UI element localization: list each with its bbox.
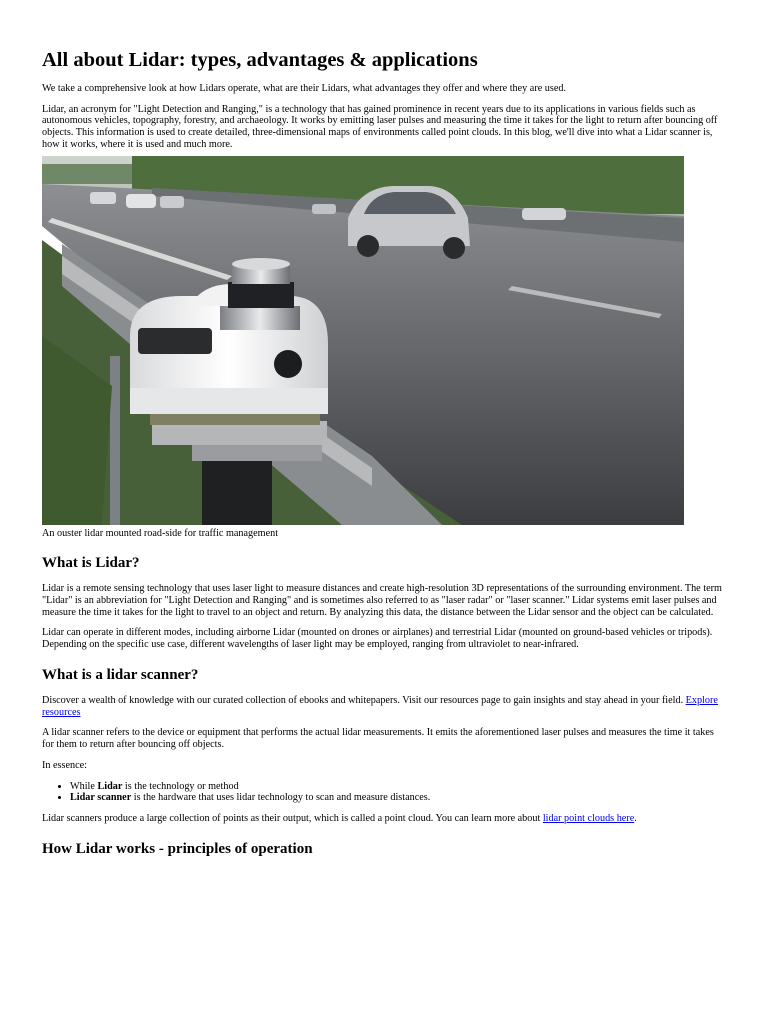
resources-promo [42,695,726,718]
bullet-bold-term: Lidar [97,780,123,792]
lidar-roadside-photo [42,156,684,525]
list-item [70,792,726,804]
essence-list [42,781,726,804]
section-heading-what-is-lidar: What is Lidar? [42,555,140,572]
bullet-text: is the technology or method [122,780,239,792]
bullet-text: While [70,780,98,792]
explore-resources-link[interactable]: Explore resources [42,694,718,718]
what-is-lidar-paragraph-1: Lidar is a remote sensing technology that uses laser light to measure distances and create high-resolution 3D representations of the surrounding environment. The term "Lidar" is an abbreviation for "Light Detection and Ranging" and is sometimes also referred to as "laser radar" or "laser scanner." Lidar systems emit laser pulses and measure the time it takes for the light to travel to an object and return. By analyzing this data, the distance between the Lidar sensor and the object can be calculated. [42,583,722,618]
bullet-text: is the hardware that uses lidar technology to scan and measure distances. [131,792,431,804]
bullet-bold-term: Lidar scanner [70,792,132,804]
paragraph-text: . [634,812,637,824]
scanner-paragraph-1: A lidar scanner refers to the device or equipment that performs the actual lidar measurements. It emits the aforementioned laser pulses and measures the time it takes for them to return after bouncing off objects. [42,727,714,751]
point-clouds-link[interactable]: lidar point clouds here [542,812,635,824]
article-paragraph: Lidar, an acronym for "Light Detection and Ranging," is a technology that has gained prominence in recent years due to its applications in various fields such as autonomous vehicles, topography, forestry, and archaeology. It works by emitting laser pulses and measuring the time it takes for the light to return after bouncing off objects. This information is used to create detailed, three-dimensional maps of environments called point clouds. In this blog, we'll dive into what a Lidar scanner is, how it works, where it is used and much more. [42,103,718,150]
scanner-paragraph-2 [42,813,726,825]
resources-promo-text: Discover a wealth of knowledge with our curated collection of ebooks and whitepapers. Visit our resources page to gain insights and stay ahead in your field. [42,694,684,706]
image-caption: An ouster lidar mounted road-side for traffic management [42,527,279,539]
section-heading-how-lidar-works: How Lidar works - principles of operation [42,840,313,857]
what-is-lidar-paragraph-2: Lidar can operate in different modes, including airborne Lidar (mounted on drones or airplanes) and terrestrial Lidar (mounted on ground-based vehicles or tripods). Depending on the specific use case, different wavelengths of laser light may be employed, ranging from ultraviolet to near-infrared. [42,627,713,651]
article-title: All about Lidar: types, advantages & applications [42,49,478,71]
paragraph-text: Lidar scanners produce a large collection of points as their output, which is called a point cloud. You can learn more about [42,812,543,824]
section-heading-lidar-scanner: What is a lidar scanner? [42,666,199,683]
essence-label: In essence: [42,759,87,771]
article-intro: We take a comprehensive look at how Lidars operate, what are their Lidars, what advantages they offer and where they are used. [42,83,566,94]
list-item [70,781,726,793]
